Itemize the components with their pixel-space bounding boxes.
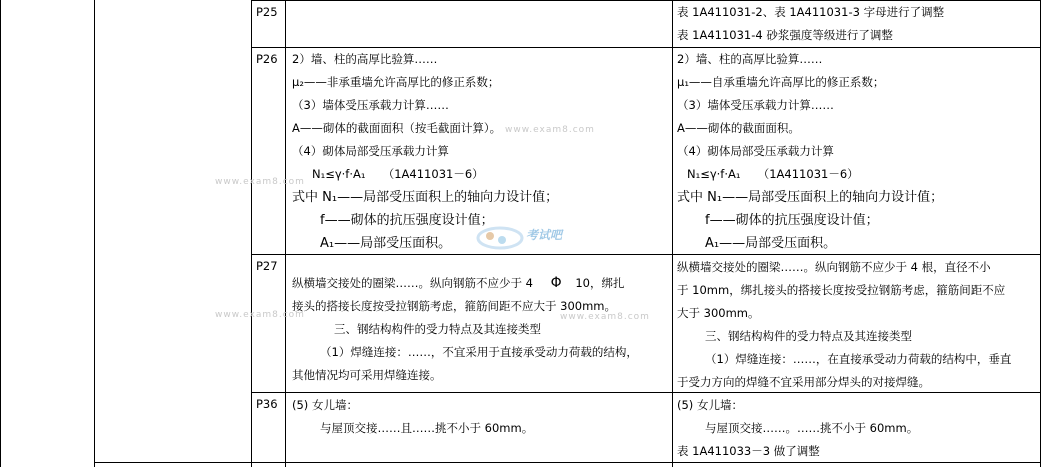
phi-symbol: Φ bbox=[550, 275, 562, 291]
text-line: 2）墙、柱的高厚比验算…… bbox=[677, 52, 823, 66]
text-line: f——砌体的抗压强度设计值； bbox=[320, 213, 494, 228]
text-line: A——砌体的截面面积（按毛截面计算）。 bbox=[292, 121, 502, 135]
text-line: (5) 女儿墙： bbox=[292, 398, 358, 412]
text-line: 与屋顶交接……且……挑不小于 60mm。 bbox=[320, 421, 534, 435]
text-line: （1）焊缝连接：……，不宜采用于直接承受动力荷载的结构， bbox=[320, 345, 638, 359]
watermark-url: www.exam8.com bbox=[215, 177, 305, 187]
text-line: f——砌体的抗压强度设计值； bbox=[705, 213, 879, 228]
logo-text: 考试吧 bbox=[526, 228, 563, 242]
table-border-right bbox=[1040, 0, 1041, 467]
text-line: 于 10mm，绑扎接头的搭接长度按受拉钢筋考虑，箍筋间距不应 bbox=[677, 283, 1006, 297]
text-line: μ₂——非承重墙允许高厚比的修正系数； bbox=[292, 75, 500, 89]
revised-text bbox=[677, 1, 944, 47]
revised-text bbox=[677, 256, 1011, 394]
text-line: 表 1A411033－3 做了调整 bbox=[677, 444, 820, 458]
page-label: P36 bbox=[256, 397, 278, 411]
watermark-url: www.exam8.com bbox=[505, 125, 595, 135]
watermark-url: www.exam8.com bbox=[560, 312, 650, 322]
text-line: N₁≤γ·f·A₁ （1A411031－6） bbox=[687, 167, 859, 181]
watermark-logo bbox=[470, 220, 580, 254]
text-line: 大于 300mm。 bbox=[677, 306, 760, 320]
revised-text bbox=[677, 394, 918, 463]
table-column-divider bbox=[94, 0, 95, 467]
text-fragment: 10，绑扎 bbox=[575, 276, 625, 290]
text-line: （4）砌体局部受压承载力计算 bbox=[677, 144, 834, 158]
text-line: 与屋顶交接……。……挑不小于 60mm。 bbox=[705, 421, 919, 435]
original-text bbox=[292, 272, 638, 387]
page-label: P27 bbox=[256, 259, 278, 273]
text-line: 式中 N₁——局部受压面积上的轴向力设计值； bbox=[677, 190, 944, 205]
page-label: P26 bbox=[256, 52, 278, 66]
table-border-left bbox=[0, 0, 1, 467]
text-line: N₁≤γ·f·A₁ （1A411031－6） bbox=[312, 167, 484, 181]
text-line: 纵横墙交接处的圈梁……。纵向钢筋不应少于 4 根，直径不小 bbox=[677, 260, 991, 274]
text-line: （3）墙体受压承载力计算…… bbox=[292, 98, 449, 112]
table-column-divider bbox=[672, 0, 673, 467]
text-line: 表 1A411031-2、表 1A411031-3 字母进行了调整 bbox=[677, 5, 945, 19]
text-line: （4）砌体局部受压承载力计算 bbox=[292, 144, 449, 158]
watermark-url: www.exam8.com bbox=[215, 310, 305, 320]
text-line: 接头的搭接长度按受拉钢筋考虑，箍筋间距不应大于 300mm。 bbox=[292, 299, 617, 313]
text-line: A₁——局部受压面积。 bbox=[705, 236, 837, 251]
original-text bbox=[292, 394, 533, 440]
text-line: μ₁——自承重墙允许高厚比的修正系数； bbox=[677, 75, 885, 89]
text-fragment: 纵横墙交接处的圈梁……。纵向钢筋不应少于 4 bbox=[292, 276, 533, 290]
page-label: P25 bbox=[256, 5, 278, 19]
text-line: （1）焊缝连接：……，在直接承受动力荷载的结构中，垂直 bbox=[705, 352, 1012, 366]
table-column-divider bbox=[251, 0, 252, 467]
text-line: （3）墙体受压承载力计算…… bbox=[677, 98, 834, 112]
text-line: (5) 女儿墙： bbox=[677, 398, 743, 412]
logo-swirl-icon bbox=[470, 220, 580, 254]
text-line: 表 1A411031-4 砂浆强度等级进行了调整 bbox=[677, 28, 893, 42]
text-line bbox=[292, 272, 638, 295]
text-line: 2）墙、柱的高厚比验算…… bbox=[292, 52, 438, 66]
table-column-divider bbox=[285, 0, 286, 467]
text-line: 三、钢结构构件的受力特点及其连接类型 bbox=[705, 329, 912, 343]
text-line: 三、钢结构构件的受力特点及其连接类型 bbox=[334, 322, 541, 336]
text-line: 式中 N₁——局部受压面积上的轴向力设计值； bbox=[292, 190, 559, 205]
text-line: A₁——局部受压面积。 bbox=[320, 236, 452, 251]
text-line: 于受力方向的焊缝不宜采用部分焊头的对接焊缝。 bbox=[677, 375, 930, 389]
text-line: A——砌体的截面面积。 bbox=[677, 121, 800, 135]
text-line: 其他情况均可采用焊缝连接。 bbox=[292, 368, 442, 382]
revised-text bbox=[677, 48, 943, 255]
